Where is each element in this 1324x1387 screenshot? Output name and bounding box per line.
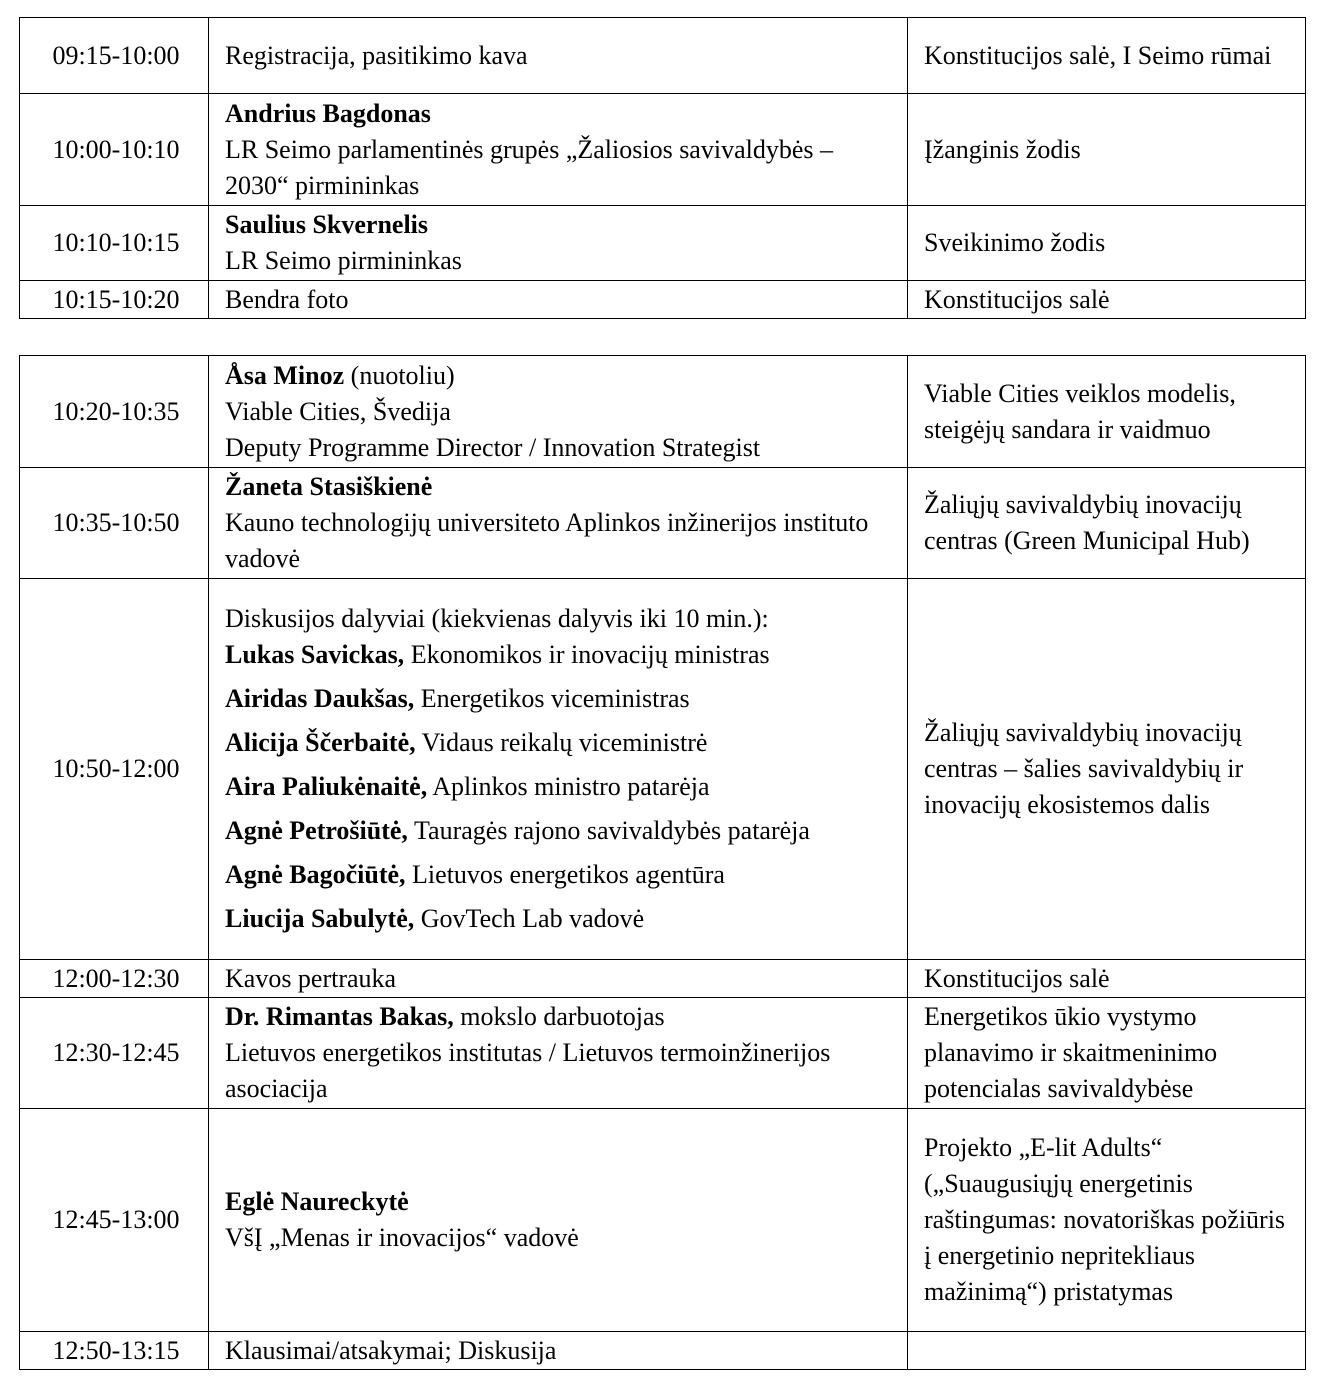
location-cell: Konstitucijos salė — [908, 281, 1306, 319]
speaker-name: Saulius Skvernelis — [225, 210, 429, 239]
time-cell: 12:45-13:00 — [20, 1109, 209, 1332]
speaker-organization: VšĮ „Menas ir inovacijos“ vadovė — [225, 1223, 579, 1252]
time-cell: 12:30-12:45 — [20, 998, 209, 1109]
speaker-role: Deputy Programme Director / Innovation Strategist — [225, 432, 761, 462]
speaker-organization: Lietuvos energetikos institutas / Lietuvos termoinžinerijos asociacija — [225, 1038, 831, 1103]
panelist-role: Tauragės rajono savivaldybės patarėja — [407, 816, 810, 845]
table-row — [20, 1109, 1306, 1332]
agenda-table-opening — [19, 17, 1306, 319]
speaker-note: (nuotoliu) — [344, 360, 455, 390]
panelist-name: Liucija Sabulytė, — [225, 904, 415, 933]
table-row — [20, 281, 1306, 319]
table-row — [20, 998, 1306, 1109]
location-cell: Konstitucijos salė — [908, 960, 1306, 998]
time-cell: 12:50-13:15 — [20, 1332, 209, 1370]
panelist-name: Lukas Savickas, — [225, 640, 405, 669]
table-row — [20, 1332, 1306, 1370]
speaker-name: Dr. Rimantas Bakas, — [225, 1002, 454, 1031]
session-text: Bendra foto — [225, 284, 349, 314]
session-cell — [209, 998, 908, 1109]
panelist-name: Airidas Daukšas, — [225, 684, 415, 713]
panelist-role: Aplinkos ministro patarėja — [427, 772, 710, 801]
location-cell: Konstitucijos salė, I Seimo rūmai — [908, 18, 1306, 94]
session-cell: Kavos pertrauka — [209, 960, 908, 998]
table-row — [20, 579, 1306, 960]
panelist — [225, 769, 895, 805]
topic-cell: Žaliųjų savivaldybių inovacijų centras (Green Municipal Hub) — [908, 468, 1306, 579]
agenda-table-main — [19, 355, 1306, 1370]
panelist — [225, 725, 895, 761]
speaker-name: Žaneta Stasiškienė — [225, 472, 433, 501]
speaker-role: LR Seimo parlamentinės grupės „Žaliosios savivaldybės – 2030“ pirmininkas — [225, 134, 833, 200]
speaker-organization: Viable Cities, Švedija — [225, 396, 451, 426]
speaker-organization: Kauno technologijų universiteto Aplinkos inžinerijos instituto vadovė — [225, 508, 869, 573]
time-cell: 09:15-10:00 — [20, 18, 209, 94]
session-cell — [209, 206, 908, 281]
panelist — [225, 681, 895, 717]
topic-cell: Viable Cities veiklos modelis, steigėjų sandara ir vaidmuo — [908, 356, 1306, 468]
speaker-name: Andrius Bagdonas — [225, 98, 431, 128]
panelist-name: Alicija Ščerbaitė, — [225, 728, 416, 757]
panelist — [225, 857, 895, 893]
panel-cell — [209, 579, 908, 960]
speaker-role: mokslo darbuotojas — [453, 1002, 665, 1031]
session-cell — [209, 468, 908, 579]
session-cell — [209, 1109, 908, 1332]
topic-cell: Įžanginis žodis — [908, 94, 1306, 206]
panelist — [225, 637, 895, 673]
session-cell — [209, 281, 908, 319]
topic-cell: Žaliųjų savivaldybių inovacijų centras – šalies savivaldybių ir inovacijų ekosistemos dalis — [908, 579, 1306, 960]
speaker-name: Eglė Naureckytė — [225, 1187, 409, 1216]
panelist-role: Energetikos viceministras — [414, 684, 690, 713]
time-cell: 10:35-10:50 — [20, 468, 209, 579]
topic-cell: Energetikos ūkio vystymo planavimo ir skaitmeninimo potencialas savivaldybėse — [908, 998, 1306, 1109]
panel-intro: Diskusijos dalyviai (kiekvienas dalyvis iki 10 min.): — [225, 604, 769, 633]
location-cell — [908, 1332, 1306, 1370]
time-cell: 12:00-12:30 — [20, 960, 209, 998]
session-cell — [209, 94, 908, 206]
panelist-name: Aira Paliukėnaitė, — [225, 772, 428, 801]
session-cell — [209, 356, 908, 468]
time-cell: 10:10-10:15 — [20, 206, 209, 281]
session-cell — [209, 18, 908, 94]
session-text: Registracija, pasitikimo kava — [225, 40, 528, 70]
time-cell: 10:15-10:20 — [20, 281, 209, 319]
table-row — [20, 206, 1306, 281]
time-cell: 10:00-10:10 — [20, 94, 209, 206]
panelist-role: GovTech Lab vadovė — [414, 904, 645, 933]
panelist-role: Ekonomikos ir inovacijų ministras — [404, 640, 770, 669]
time-cell: 10:20-10:35 — [20, 356, 209, 468]
topic-cell: Sveikinimo žodis — [908, 206, 1306, 281]
panelist — [225, 813, 895, 849]
panelist — [225, 901, 895, 937]
speaker-name: Åsa Minoz — [225, 360, 345, 390]
panelist-name: Agnė Petrošiūtė, — [225, 816, 408, 845]
panelist-name: Agnė Bagočiūtė, — [225, 860, 406, 889]
table-row — [20, 468, 1306, 579]
time-cell: 10:50-12:00 — [20, 579, 209, 960]
panelist-role: Vidaus reikalų viceministrė — [415, 728, 708, 757]
table-row — [20, 960, 1306, 998]
table-row — [20, 18, 1306, 94]
topic-cell: Projekto „E-lit Adults“ („Suaugusiųjų energetinis raštingumas: novatoriškas požiūris į energetinio nepritekliaus mažinimą“) pristatymas — [908, 1109, 1306, 1332]
table-row — [20, 94, 1306, 206]
panelist-role: Lietuvos energetikos agentūra — [405, 860, 725, 889]
speaker-role: LR Seimo pirmininkas — [225, 246, 462, 275]
table-row — [20, 356, 1306, 468]
session-cell: Klausimai/atsakymai; Diskusija — [209, 1332, 908, 1370]
